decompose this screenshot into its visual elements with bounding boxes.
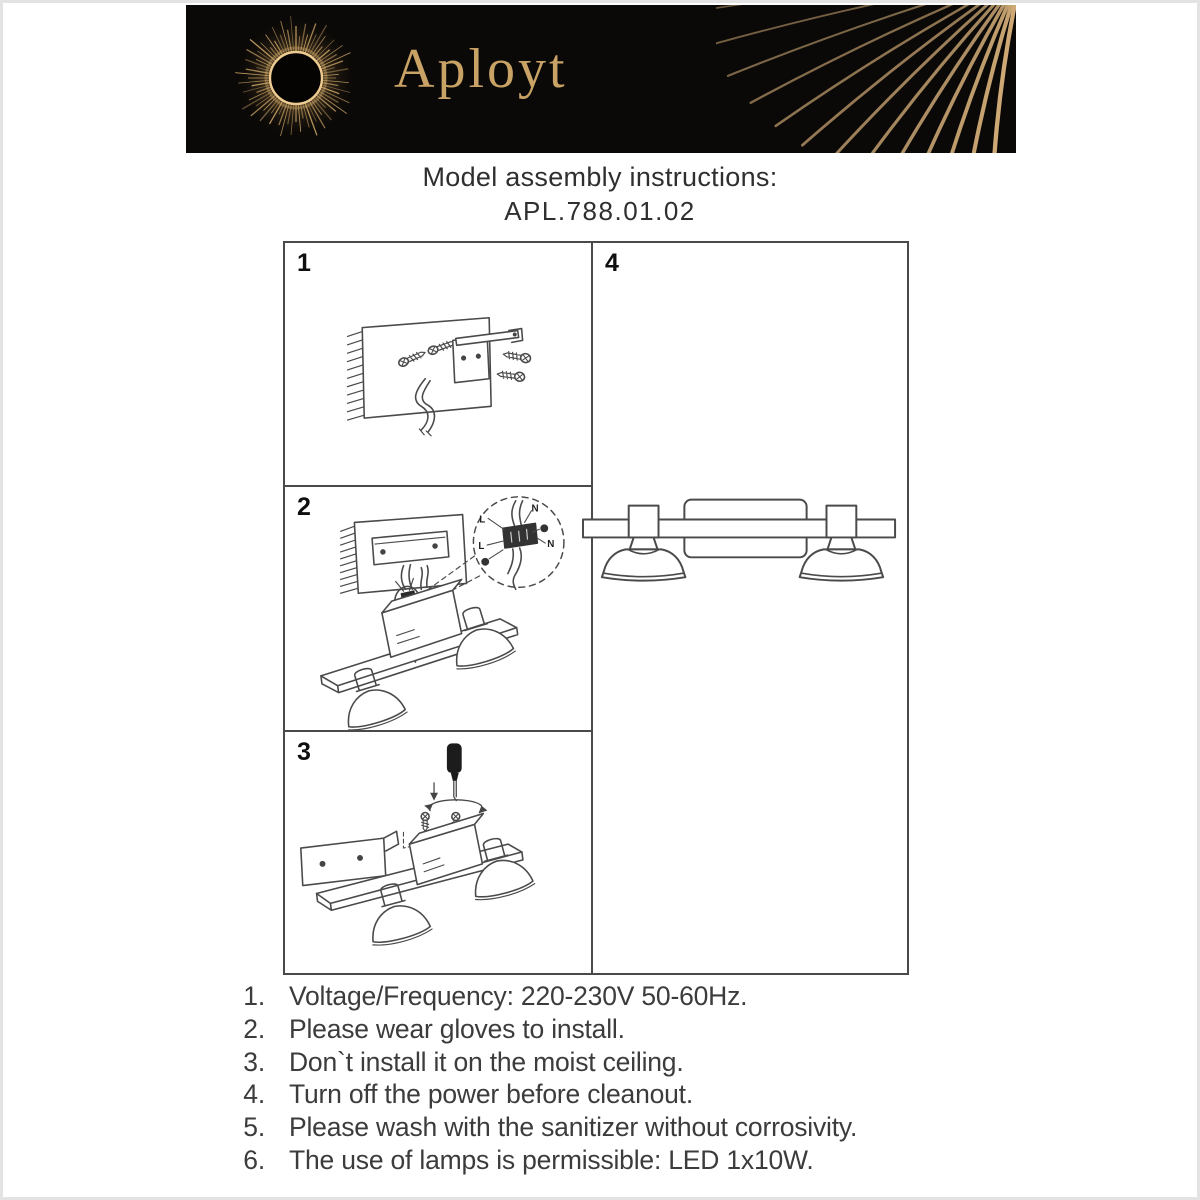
step-2-illustration: [285, 487, 591, 730]
model-number: APL.788.01.02: [504, 196, 696, 226]
instructions-list: [0, 981, 1200, 1178]
assembly-steps-grid: [283, 241, 909, 975]
step-3-number: 3: [297, 738, 311, 766]
instruction-item: [0, 981, 1200, 1014]
instruction-text: The use of lamps is permissible: LED 1x10W.: [289, 1144, 814, 1175]
step-1-panel: [285, 243, 593, 487]
instruction-text: Please wash with the sanitizer without corrosivity.: [289, 1112, 858, 1143]
wiring-label-l-lower: L: [478, 540, 485, 552]
step-4-number: 4: [605, 249, 619, 277]
step-4-illustration: [581, 243, 907, 973]
step-4-panel: [593, 243, 907, 973]
step-3-illustration: [285, 732, 591, 973]
instruction-text: Turn off the power before cleanout.: [289, 1079, 694, 1110]
instruction-item: [0, 1145, 1200, 1178]
instruction-text: Don`t install it on the moist ceiling.: [289, 1046, 684, 1077]
instruction-number: 6.: [243, 1144, 265, 1175]
step-2-number: 2: [297, 493, 311, 521]
instruction-number: 1.: [243, 981, 265, 1011]
instruction-number: 4.: [243, 1079, 265, 1110]
sunburst-logo-icon: [226, 8, 366, 148]
brand-banner: [186, 5, 1016, 153]
brand-name: Aployt: [394, 38, 568, 100]
instruction-text: Voltage/Frequency: 220-230V 50-60Hz.: [289, 981, 748, 1011]
instruction-text: Please wear gloves to install.: [289, 1013, 625, 1044]
sunburst-rays: [226, 8, 366, 148]
instruction-item: [0, 1047, 1200, 1080]
step-3-panel: [285, 732, 593, 973]
instruction-item: [0, 1014, 1200, 1047]
wiring-label-n-top: N: [531, 503, 539, 515]
step-1-number: 1: [297, 249, 311, 277]
wiring-label-l-upper: L: [479, 514, 486, 526]
page-title: Model assembly instructions:: [422, 162, 778, 192]
instruction-number: 3.: [243, 1046, 265, 1077]
instruction-number: 5.: [243, 1112, 265, 1143]
wiring-label-n-right: N: [547, 539, 555, 551]
step-2-panel: [285, 487, 593, 732]
instruction-item: [0, 1079, 1200, 1112]
instruction-number: 2.: [243, 1013, 265, 1044]
instruction-item: [0, 1112, 1200, 1145]
fan-rays-decoration: [716, 5, 1016, 153]
step-1-illustration: [285, 243, 591, 485]
title-block: [0, 162, 1200, 227]
